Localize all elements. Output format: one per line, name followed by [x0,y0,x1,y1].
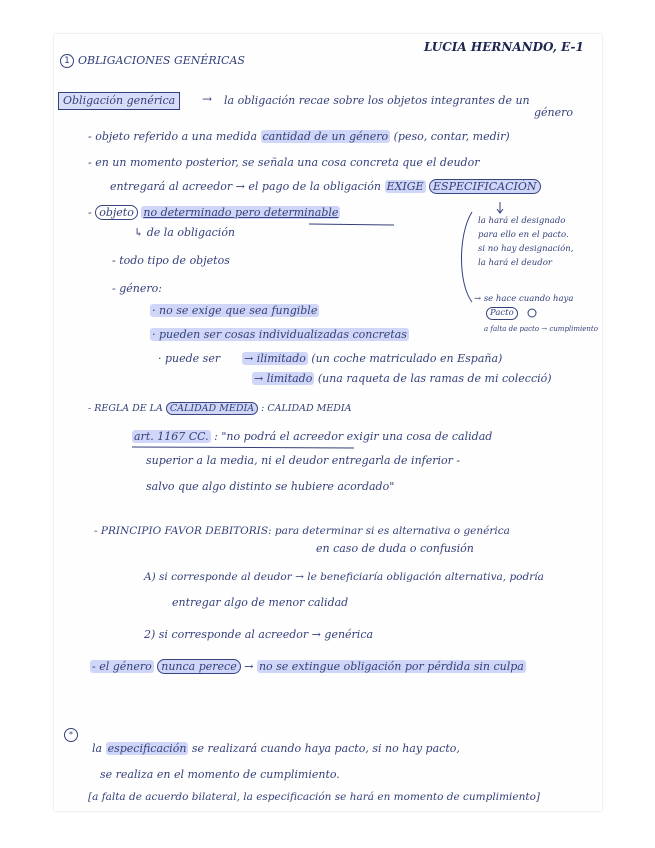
bullet-objeto-highlight: cantidad de un género [262,130,389,143]
bullet-no-determinado: - objeto no determinado pero determinable [88,206,339,219]
footer-line1-post: se realizará cuando haya pacto, si no hay pacto, [191,742,460,755]
principio-line1: - PRINCIPIO FAVOR DEBITORIS: para determinar si es alternativa o genérica [94,525,510,537]
side-note-line7: a falta de pacto → cumplimiento [484,325,598,333]
article-reference: art. 1167 CC. [134,430,209,443]
asterisk-mark: * [64,728,78,742]
bullet-objeto-prefix: - objeto referido a una medida [88,130,258,143]
footer-line1-pre: la [92,742,103,755]
pacto-mark [528,309,536,317]
especificacion-footer-highlight: especificación [107,742,187,755]
limitado-example: (una raqueta de las ramas de mi colecció) [317,372,552,385]
side-note-line1: la hará el designado [478,216,566,226]
ilimitado-label: → ilimitado [244,352,306,365]
section-number: 1 [60,54,74,68]
regla-quote-line3: salvo que algo distinto se hubiere acordado" [146,480,395,493]
genero-perece-prefix: - el género [92,660,152,673]
no-determinado-highlight: no determinado pero determinable [143,206,339,219]
regla-quote-line2: superior a la media, ni el deudor entregarla de inferior - [146,454,461,467]
definition-line1: la obligación recae sobre los objetos integrantes de un [224,94,530,107]
ilimitado-example: (un coche matriculado en España) [311,352,503,365]
genero-item-individualizadas-text: · pueden ser cosas individualizadas concretas [152,328,407,341]
principio-a-line1: A) si corresponde al deudor → le beneficiaría obligación alternativa, podría [144,571,544,583]
pen-annotations [54,34,602,811]
author-name: LUCIA HERNANDO, E-1 [424,40,584,54]
genero-perece-arrow: → [244,660,254,673]
term-box: Obligación genérica [58,92,180,110]
bullet-momento-line1: - en un momento posterior, se señala una cosa concreta que el deudor [88,156,480,169]
nunca-perece-oval: nunca perece [157,659,240,674]
genero-item-puede-ser: · puede ser [158,352,221,365]
down-arrow [497,202,503,213]
objeto-oval: objeto [95,205,138,220]
bullet-todo-tipo: - todo tipo de objetos [112,254,230,267]
calidad-media-oval: CALIDAD MEDIA [166,402,258,415]
notebook-page [54,34,602,811]
side-bracket [462,212,473,302]
principio-b-line1: 2) si corresponde al acreedor → genérica [144,628,374,641]
side-note-pacto: Pacto [486,307,518,320]
definition-line2: género [534,106,574,119]
bullet-momento-prefix: entregará al acreedor → el pago de la obligación [110,180,381,193]
section-title: OBLIGACIONES GENÉRICAS [78,54,245,67]
principio-a-line2: entregar algo de menor calidad [172,596,349,609]
bullet-objeto-suffix: (peso, contar, medir) [393,130,510,143]
regla-quote-line1: : "no podrá el acreedor exigir una cosa de calidad [214,430,493,443]
side-note-line3: si no hay designación, [478,244,574,254]
bullet-no-determinado-sub: ↳ de la obligación [134,226,236,239]
no-se-extingue-highlight: no se extingue obligación por pérdida sin culpa [258,660,524,673]
article-underline [132,447,354,448]
bullet-genero: - género: [112,282,162,295]
genero-item-fungible-text: · no se exige que sea fungible [152,304,318,317]
exige-highlight: EXIGE [386,180,424,193]
regla-suffix: : CALIDAD MEDIA [261,403,352,414]
regla-prefix: - REGLA DE LA [88,403,163,414]
footer-line3: [a falta de acuerdo bilateral, la especificación se hará en momento de cumplimiento] [88,791,541,803]
definition-arrow: → [202,92,213,106]
principio-line2: en caso de duda o confusión [316,542,474,555]
limitado-label: → limitado [254,372,313,385]
footer-line2: se realiza en el momento de cumplimiento. [100,768,340,781]
determinable-underline [309,224,394,225]
side-note-line5: → se hace cuando haya [474,294,574,304]
side-note-line4: la hará el deudor [478,258,552,268]
side-note-line2: para ello en el pacto. [478,230,569,240]
especificacion-highlight: ESPECIFICACIÓN [429,179,541,194]
